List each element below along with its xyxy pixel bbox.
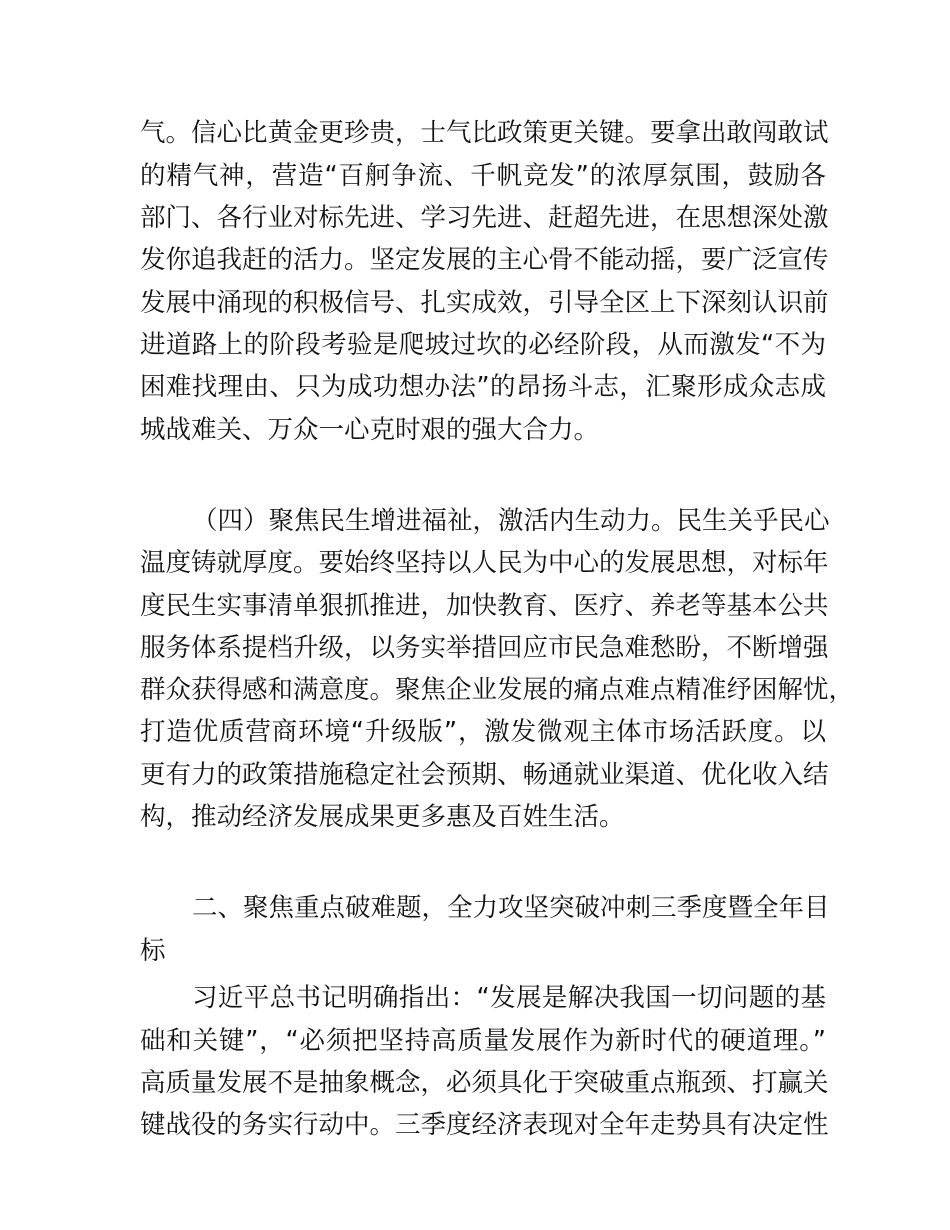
text-line: 气。信心比黄金更珍贵，士气比政策更关键。要拿出敢闯敢试 xyxy=(140,118,829,148)
text-line: 的精气神，营造“百舸争流、千帆竞发”的浓厚氛围，鼓励各 xyxy=(140,161,826,191)
text-line: 键战役的务实行动中。三季度经济表现对全年走势具有决定性 xyxy=(140,1110,829,1140)
text-line: 度民生实事清单狠抓推进，加快教育、医疗、养老等基本公共 xyxy=(140,591,829,621)
text-line: 础和关键”，“必须把坚持高质量发展作为新时代的硬道理。” xyxy=(140,1026,826,1056)
text-line: 进道路上的阶段考验是爬坡过坎的必经阶段，从而激发“不为 xyxy=(140,330,826,360)
text-line: 更有力的政策措施稳定社会预期、畅通就业渠道、优化收入结 xyxy=(140,760,829,790)
text-line: 温度铸就厚度。要始终坚持以人民为中心的发展思想，对标年 xyxy=(140,548,829,578)
text-line: 高质量发展不是抽象概念，必须具化于突破重点瓶颈、打赢关 xyxy=(140,1068,829,1098)
text-line: 部门、各行业对标先进、学习先进、赶超先进，在思想深处激 xyxy=(140,203,829,233)
text-line: 服务体系提档升级，以务实举措回应市民急难愁盼，不断增强 xyxy=(140,633,829,663)
text-line: 困难找理由、只为成功想办法”的昂扬斗志，汇聚形成众志成 xyxy=(140,372,826,402)
text-line: 打造优质营商环境“升级版”，激发微观主体市场活跃度。以 xyxy=(140,717,826,747)
text-line: 群众获得感和满意度。聚焦企业发展的痛点难点精准纾困解忧， xyxy=(140,675,855,705)
text-line: 城战难关、万众一心克时艰的强大合力。 xyxy=(140,415,600,445)
text-line: 发你追我赶的活力。坚定发展的主心骨不能动摇，要广泛宣传 xyxy=(140,245,829,275)
heading-line: 标 xyxy=(140,936,166,966)
text-line: 发展中涌现的积极信号、扎实成效，引导全区上下深刻认识前 xyxy=(140,288,829,318)
subheading-line: （四）聚焦民生增进福祉，激活内生动力。民生关乎民心 xyxy=(192,506,830,536)
text-line: 构，推动经济发展成果更多惠及百姓生活。 xyxy=(140,802,625,832)
heading-line: 二、聚焦重点破难题，全力攻坚突破冲刺三季度暨全年目 xyxy=(192,893,830,923)
text-line: 习近平总书记明确指出：“发展是解决我国一切问题的基 xyxy=(192,983,826,1013)
